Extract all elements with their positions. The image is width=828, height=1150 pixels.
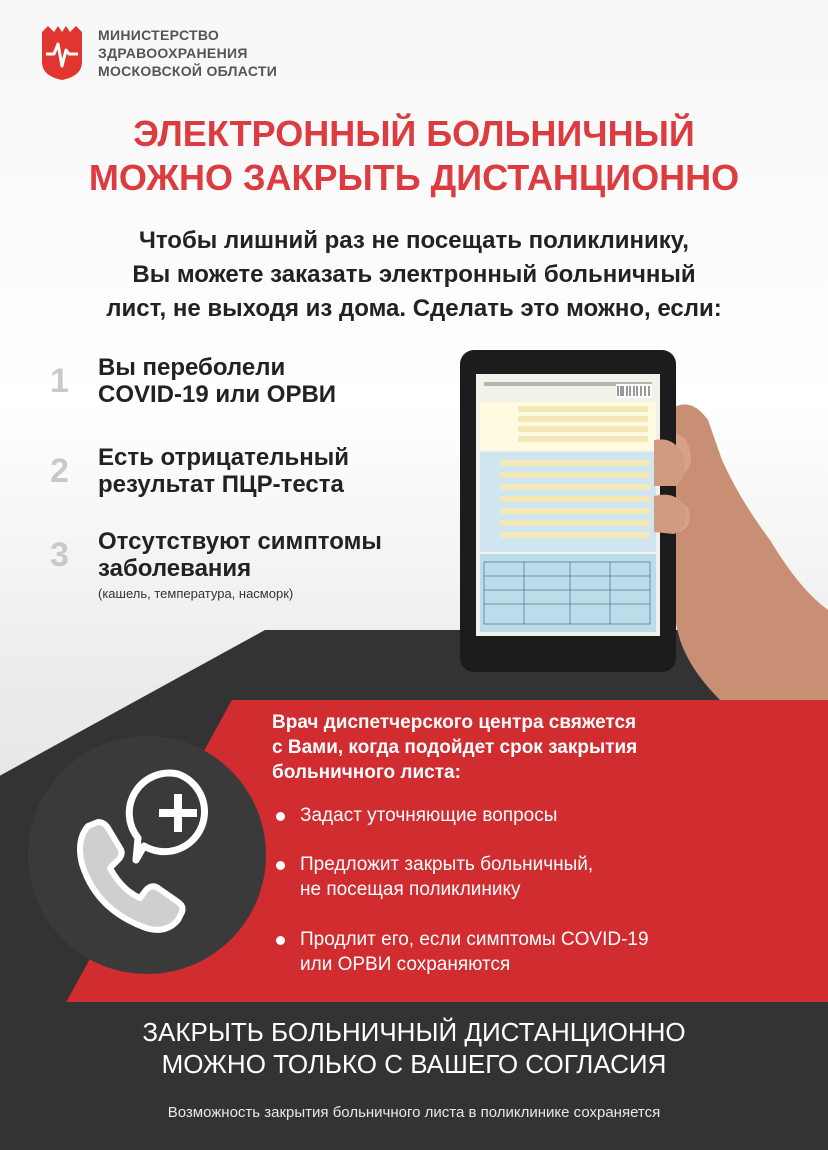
- condition-line: Отсутствуют симптомы: [98, 528, 382, 555]
- bullet-line: Задаст уточняющие вопросы: [300, 805, 558, 826]
- condition-text: [98, 354, 336, 408]
- doctor-line: больничного листа:: [272, 762, 461, 783]
- condition-number: 3: [50, 536, 69, 574]
- doctor-info: [272, 710, 637, 785]
- bullet-line: или ОРВИ сохраняются: [300, 954, 511, 975]
- tablet-with-form-image: [440, 340, 828, 700]
- bullet-line: не посещая поликлинику: [300, 879, 521, 900]
- bullet-text: [300, 927, 649, 977]
- page-title: [0, 112, 828, 200]
- footer-line: ЗАКРЫТЬ БОЛЬНИЧНЫЙ ДИСТАНЦИОННО: [142, 1017, 686, 1047]
- doctor-line: с Вами, когда подойдет срок закрытия: [272, 737, 638, 758]
- footer-line: МОЖНО ТОЛЬКО С ВАШЕГО СОГЛАСИЯ: [161, 1049, 667, 1079]
- bullet-dot: [276, 861, 285, 870]
- footer-note: Возможность закрытия больничного листа в поликлинике сохраняется: [167, 1104, 661, 1121]
- bullet-line: Продлит его, если симптомы COVID-19: [300, 929, 649, 950]
- bullet-text: [300, 803, 557, 828]
- condition-line: заболевания: [98, 555, 252, 582]
- bullet-line: Предложит закрыть больничный,: [300, 854, 594, 875]
- bullet-text: [300, 852, 593, 902]
- doctor-line: Врач диспетчерского центра свяжется: [272, 712, 637, 733]
- condition-line: COVID-19 или ОРВИ: [98, 381, 337, 408]
- condition-line: результат ПЦР-теста: [98, 471, 344, 498]
- ministry-line: ЗДРАВООХРАНЕНИЯ: [98, 45, 248, 61]
- title-line: ЭЛЕКТРОННЫЙ БОЛЬНИЧНЫЙ: [133, 113, 695, 154]
- intro-line: Чтобы лишний раз не посещать поликлинику,: [139, 227, 689, 254]
- footer-title: [0, 1016, 828, 1080]
- intro-line: Вы можете заказать электронный больничный: [132, 261, 696, 288]
- condition-note: (кашель, температура, насморк): [98, 586, 294, 601]
- condition-text: [98, 528, 382, 582]
- ministry-emblem-icon: [38, 22, 86, 82]
- title-line: МОЖНО ЗАКРЫТЬ ДИСТАНЦИОННО: [88, 157, 740, 198]
- condition-number: 2: [50, 452, 69, 490]
- intro-line: лист, не выходя из дома. Сделать это можно, если:: [106, 295, 722, 322]
- intro-text: [40, 224, 788, 326]
- bullet-dot: [276, 936, 285, 945]
- ministry-line: МОСКОВСКОЙ ОБЛАСТИ: [98, 63, 278, 79]
- condition-line: Есть отрицательный: [98, 444, 350, 471]
- ministry-name: [98, 26, 277, 80]
- condition-number: 1: [50, 362, 69, 400]
- ministry-line: МИНИСТЕРСТВО: [98, 27, 220, 43]
- condition-line: Вы переболели: [98, 354, 286, 381]
- bullet-dot: [276, 812, 285, 821]
- condition-text: [98, 444, 349, 498]
- phone-plus-icon: [58, 760, 238, 940]
